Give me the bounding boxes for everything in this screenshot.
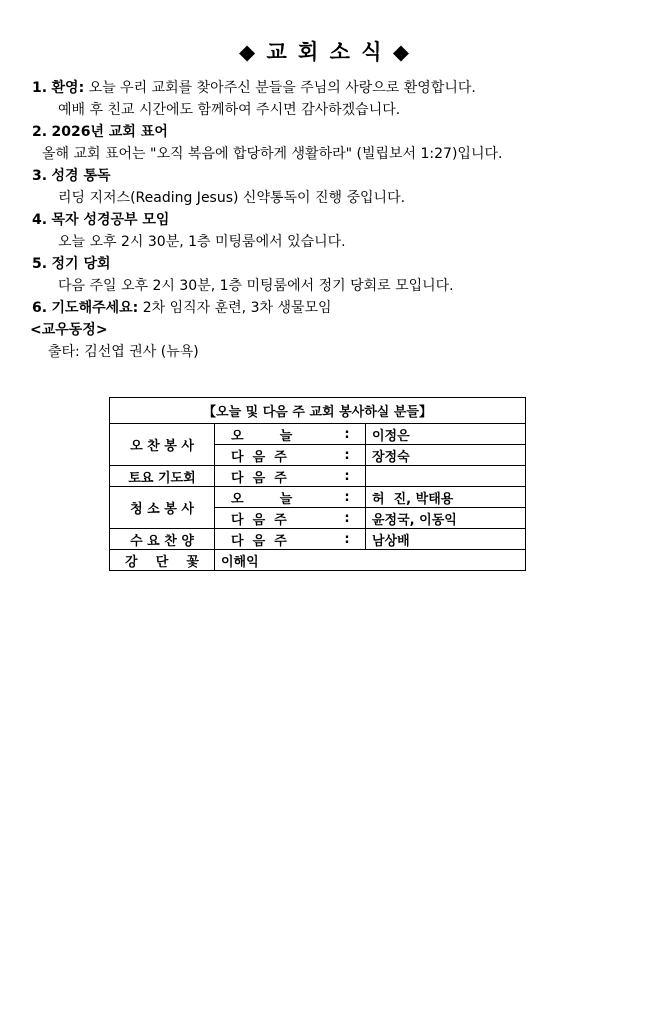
role-prayer: 토요 기도회 xyxy=(110,466,215,487)
colon: : xyxy=(329,424,366,445)
when-next: 다 음 주 xyxy=(215,466,330,487)
role-lunch: 오 찬 봉 사 xyxy=(110,424,215,466)
name-prayer-next xyxy=(366,466,526,487)
duty-table-heading: 【오늘 및 다음 주 교회 봉사하실 분들】 xyxy=(110,398,526,424)
item-number: 4. xyxy=(32,212,48,228)
table-row xyxy=(110,424,526,445)
role-flowers: 강 단 꽃 xyxy=(110,550,215,571)
item-detail: 다음 주일 오후 2시 30분, 1층 미팅룸에서 정기 당회로 모입니다. xyxy=(58,278,454,294)
member-news-text: 출타: 김선엽 권사 (뉴욕) xyxy=(48,344,199,360)
colon: : xyxy=(329,487,366,508)
item-number: 1. xyxy=(32,80,48,96)
item-detail: 오늘 오후 2시 30분, 1층 미팅룸에서 있습니다. xyxy=(58,234,346,250)
name-cleaning-today: 허 진, 박태용 xyxy=(366,487,526,508)
table-row xyxy=(110,550,526,571)
name-lunch-today: 이정은 xyxy=(366,424,526,445)
item-label: 목자 성경공부 모임 xyxy=(51,212,170,228)
colon: : xyxy=(329,508,366,529)
item-label: 환영: xyxy=(51,80,85,96)
table-row xyxy=(110,487,526,508)
notice-item-motto xyxy=(32,121,632,143)
page-title: ◆ 교 회 소 식 ◆ xyxy=(239,40,411,64)
when-today: 오 늘 xyxy=(215,424,330,445)
notice-item-session xyxy=(32,253,632,275)
when-next: 다 음 주 xyxy=(215,529,330,550)
item-number: 3. xyxy=(32,168,48,184)
name-lunch-next: 장정숙 xyxy=(366,445,526,466)
colon: : xyxy=(329,466,366,487)
item-number: 5. xyxy=(32,256,48,272)
notice-item-bible-reading xyxy=(32,165,632,187)
duty-table xyxy=(109,397,526,571)
item-detail: 올해 교회 표어는 "오직 복음에 합당하게 생활하라" (빌립보서 1:27)입니다. xyxy=(42,146,503,162)
member-news-heading: <교우동정> xyxy=(30,322,108,338)
item-text: 2차 임직자 훈련, 3차 생물모임 xyxy=(142,300,332,316)
item-label: 성경 통독 xyxy=(51,168,111,184)
name-flowers: 이해익 xyxy=(215,550,526,571)
role-wednesday: 수 요 찬 양 xyxy=(110,529,215,550)
name-cleaning-next: 윤정국, 이동익 xyxy=(366,508,526,529)
colon: : xyxy=(329,529,366,550)
when-today: 오 늘 xyxy=(215,487,330,508)
item-label: 2026년 교회 표어 xyxy=(51,124,168,140)
name-wednesday-next: 남상배 xyxy=(366,529,526,550)
table-row xyxy=(110,398,526,424)
table-row xyxy=(110,466,526,487)
item-label: 기도해주세요: xyxy=(51,300,139,316)
notice-item-prayer xyxy=(32,297,632,319)
item-number: 6. xyxy=(32,300,48,316)
item-detail: 예배 후 친교 시간에도 함께하여 주시면 감사하겠습니다. xyxy=(58,102,401,118)
item-text: 오늘 우리 교회를 찾아주신 분들을 주님의 사랑으로 환영합니다. xyxy=(88,80,476,96)
when-next: 다 음 주 xyxy=(215,445,330,466)
notice-list xyxy=(32,77,632,363)
notice-item-bible-study xyxy=(32,209,632,231)
item-number: 2. xyxy=(32,124,48,140)
notice-item-welcome xyxy=(32,77,632,99)
table-row xyxy=(110,529,526,550)
item-detail: 리딩 지저스(Reading Jesus) 신약통독이 진행 중입니다. xyxy=(58,190,406,206)
item-label: 정기 당회 xyxy=(51,256,111,272)
when-next: 다 음 주 xyxy=(215,508,330,529)
colon: : xyxy=(329,445,366,466)
role-cleaning: 청 소 봉 사 xyxy=(110,487,215,529)
